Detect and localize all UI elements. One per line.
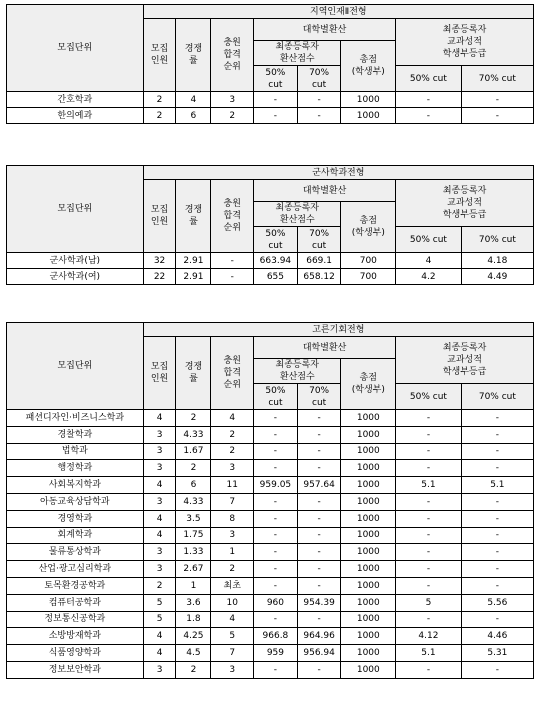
- header-unit: 모집단위: [7, 5, 144, 92]
- header-waitlist: 충원 합격 순위: [211, 180, 254, 253]
- grade50: -: [396, 410, 462, 427]
- cut50-score: -: [254, 611, 298, 628]
- header-quota: 모집 인원: [143, 180, 176, 253]
- grade70: -: [461, 92, 533, 108]
- cut50-score: -: [254, 661, 298, 678]
- grade50: 4.12: [396, 628, 462, 645]
- header-final-converted: 최종등록자 환산점수: [254, 41, 341, 66]
- competition-rate: 3.5: [176, 510, 211, 527]
- grade70: -: [461, 460, 533, 477]
- admission-table-3: [6, 322, 534, 679]
- unit-name: 식품영양학과: [7, 645, 144, 662]
- grade70: 5.56: [461, 594, 533, 611]
- cut50-score: -: [254, 108, 298, 124]
- cut70-score: -: [297, 108, 341, 124]
- cut50-score: 663.94: [254, 253, 298, 269]
- quota: 3: [143, 426, 176, 443]
- cut50-score: -: [254, 577, 298, 594]
- header-grade70: 70% cut: [461, 66, 533, 92]
- header-competition: 경쟁 률: [176, 180, 211, 253]
- header-row: [7, 166, 534, 180]
- table-row: [7, 661, 534, 678]
- total-score: 700: [341, 253, 396, 269]
- grade70: -: [461, 661, 533, 678]
- quota: 3: [143, 561, 176, 578]
- header-total: 총점 (학생부): [341, 41, 396, 92]
- table-row: [7, 493, 534, 510]
- quota: 3: [143, 443, 176, 460]
- header-univ-converted: 대학별환산: [254, 337, 396, 359]
- header-grade50: 50% cut: [396, 66, 462, 92]
- unit-name: 정보보안학과: [7, 661, 144, 678]
- cut50-score: -: [254, 544, 298, 561]
- quota: 4: [143, 645, 176, 662]
- table-title: 지역인재Ⅱ전형: [143, 5, 533, 19]
- grade70: -: [461, 611, 533, 628]
- quota: 4: [143, 527, 176, 544]
- quota: 2: [143, 108, 176, 124]
- header-row: [7, 323, 534, 337]
- cut70-score: -: [297, 443, 341, 460]
- grade70: -: [461, 510, 533, 527]
- grade50: -: [396, 460, 462, 477]
- waitlist-rank: 5: [211, 628, 254, 645]
- quota: 22: [143, 269, 176, 285]
- cut50-score: -: [254, 410, 298, 427]
- competition-rate: 2.67: [176, 561, 211, 578]
- cut70-score: -: [297, 92, 341, 108]
- grade50: -: [396, 527, 462, 544]
- total-score: 1000: [341, 645, 396, 662]
- cut70-score: -: [297, 544, 341, 561]
- quota: 4: [143, 628, 176, 645]
- grade70: -: [461, 577, 533, 594]
- table-row: [7, 269, 534, 285]
- cut50-score: 959: [254, 645, 298, 662]
- quota: 3: [143, 661, 176, 678]
- cut50-score: -: [254, 443, 298, 460]
- waitlist-rank: 2: [211, 108, 254, 124]
- grade50: -: [396, 544, 462, 561]
- quota: 5: [143, 611, 176, 628]
- total-score: 1000: [341, 426, 396, 443]
- quota: 3: [143, 460, 176, 477]
- cut70-score: -: [297, 460, 341, 477]
- grade70: -: [461, 493, 533, 510]
- unit-name: 사회복지학과: [7, 477, 144, 494]
- cut50-score: -: [254, 527, 298, 544]
- cut70-score: -: [297, 611, 341, 628]
- cut50-score: 966.8: [254, 628, 298, 645]
- table-row: [7, 645, 534, 662]
- table-row: [7, 92, 534, 108]
- competition-rate: 1.33: [176, 544, 211, 561]
- header-final-grade: 최종등록자 교과성적 학생부등급: [396, 180, 534, 227]
- header-final-grade: 최종등록자 교과성적 학생부등급: [396, 337, 534, 384]
- grade70: -: [461, 544, 533, 561]
- table-row: [7, 253, 534, 269]
- grade50: 5: [396, 594, 462, 611]
- quota: 4: [143, 410, 176, 427]
- total-score: 1000: [341, 510, 396, 527]
- waitlist-rank: 3: [211, 661, 254, 678]
- table-row: [7, 577, 534, 594]
- quota: 3: [143, 544, 176, 561]
- competition-rate: 2: [176, 661, 211, 678]
- competition-rate: 2.91: [176, 253, 211, 269]
- cut50-score: 960: [254, 594, 298, 611]
- table-row: [7, 628, 534, 645]
- competition-rate: 1.67: [176, 443, 211, 460]
- unit-name: 군사학과(남): [7, 253, 144, 269]
- unit-name: 토목환경공학과: [7, 577, 144, 594]
- quota: 4: [143, 510, 176, 527]
- header-unit: 모집단위: [7, 323, 144, 410]
- waitlist-rank: 3: [211, 527, 254, 544]
- total-score: 1000: [341, 527, 396, 544]
- grade50: -: [396, 443, 462, 460]
- total-score: 1000: [341, 477, 396, 494]
- quota: 5: [143, 594, 176, 611]
- unit-name: 행정학과: [7, 460, 144, 477]
- header-univ-converted: 대학별환산: [254, 19, 396, 41]
- header-unit: 모집단위: [7, 166, 144, 253]
- grade50: -: [396, 611, 462, 628]
- unit-name: 경영학과: [7, 510, 144, 527]
- grade70: -: [461, 443, 533, 460]
- header-row: [7, 5, 534, 19]
- cut70-score: 957.64: [297, 477, 341, 494]
- table-title: 고른기회전형: [143, 323, 533, 337]
- total-score: 1000: [341, 493, 396, 510]
- unit-name: 아동교육상담학과: [7, 493, 144, 510]
- competition-rate: 6: [176, 108, 211, 124]
- competition-rate: 1: [176, 577, 211, 594]
- unit-name: 컴퓨터공학과: [7, 594, 144, 611]
- cut70-score: 954.39: [297, 594, 341, 611]
- cut70-score: -: [297, 426, 341, 443]
- total-score: 1000: [341, 594, 396, 611]
- total-score: 1000: [341, 92, 396, 108]
- table-row: [7, 460, 534, 477]
- competition-rate: 4.25: [176, 628, 211, 645]
- quota: 32: [143, 253, 176, 269]
- total-score: 1000: [341, 561, 396, 578]
- table-row: [7, 477, 534, 494]
- header-cut50: 50% cut: [254, 227, 298, 253]
- competition-rate: 4.33: [176, 493, 211, 510]
- header-cut70: 70% cut: [297, 66, 341, 92]
- header-grade50: 50% cut: [396, 384, 462, 410]
- cut70-score: 956.94: [297, 645, 341, 662]
- waitlist-rank: 최초: [211, 577, 254, 594]
- header-univ-converted: 대학별환산: [254, 180, 396, 202]
- grade70: -: [461, 561, 533, 578]
- unit-name: 법학과: [7, 443, 144, 460]
- header-waitlist: 충원 합격 순위: [211, 337, 254, 410]
- waitlist-rank: 2: [211, 426, 254, 443]
- waitlist-rank: 3: [211, 460, 254, 477]
- cut70-score: -: [297, 527, 341, 544]
- unit-name: 회계학과: [7, 527, 144, 544]
- total-score: 1000: [341, 577, 396, 594]
- quota: 2: [143, 577, 176, 594]
- header-grade70: 70% cut: [461, 384, 533, 410]
- header-total: 총점 (학생부): [341, 359, 396, 410]
- grade50: -: [396, 92, 462, 108]
- header-final-converted: 최종등록자 환산점수: [254, 202, 341, 227]
- cut70-score: -: [297, 577, 341, 594]
- cut70-score: 669.1: [297, 253, 341, 269]
- grade70: -: [461, 527, 533, 544]
- grade50: -: [396, 493, 462, 510]
- grade50: -: [396, 561, 462, 578]
- competition-rate: 1.8: [176, 611, 211, 628]
- grade50: -: [396, 108, 462, 124]
- cut50-score: -: [254, 493, 298, 510]
- total-score: 1000: [341, 661, 396, 678]
- grade70: 5.31: [461, 645, 533, 662]
- waitlist-rank: 2: [211, 443, 254, 460]
- unit-name: 소방방재학과: [7, 628, 144, 645]
- waitlist-rank: 2: [211, 561, 254, 578]
- admission-table-2: [6, 165, 534, 285]
- waitlist-rank: 4: [211, 611, 254, 628]
- competition-rate: 1.75: [176, 527, 211, 544]
- header-cut50: 50% cut: [254, 66, 298, 92]
- quota: 3: [143, 493, 176, 510]
- header-competition: 경쟁 률: [176, 19, 211, 92]
- unit-name: 정보통신공학과: [7, 611, 144, 628]
- table-row: [7, 527, 534, 544]
- table-row: [7, 611, 534, 628]
- waitlist-rank: 7: [211, 645, 254, 662]
- cut70-score: -: [297, 661, 341, 678]
- waitlist-rank: 1: [211, 544, 254, 561]
- waitlist-rank: 8: [211, 510, 254, 527]
- grade70: -: [461, 426, 533, 443]
- quota: 4: [143, 477, 176, 494]
- competition-rate: 4.33: [176, 426, 211, 443]
- grade70: 4.18: [461, 253, 533, 269]
- competition-rate: 4: [176, 92, 211, 108]
- waitlist-rank: -: [211, 269, 254, 285]
- header-final-converted: 최종등록자 환산점수: [254, 359, 341, 384]
- grade50: 4: [396, 253, 462, 269]
- grade70: 5.1: [461, 477, 533, 494]
- grade50: -: [396, 661, 462, 678]
- cut50-score: 655: [254, 269, 298, 285]
- waitlist-rank: 7: [211, 493, 254, 510]
- grade50: -: [396, 577, 462, 594]
- cut70-score: -: [297, 561, 341, 578]
- grade70: 4.46: [461, 628, 533, 645]
- cut70-score: -: [297, 493, 341, 510]
- competition-rate: 2: [176, 410, 211, 427]
- grade70: -: [461, 108, 533, 124]
- cut70-score: 964.96: [297, 628, 341, 645]
- header-cut50: 50% cut: [254, 384, 298, 410]
- header-competition: 경쟁 률: [176, 337, 211, 410]
- total-score: 1000: [341, 443, 396, 460]
- grade50: 4.2: [396, 269, 462, 285]
- total-score: 700: [341, 269, 396, 285]
- header-final-grade: 최종등록자 교과성적 학생부등급: [396, 19, 534, 66]
- unit-name: 한의예과: [7, 108, 144, 124]
- cut70-score: 658.12: [297, 269, 341, 285]
- competition-rate: 4.5: [176, 645, 211, 662]
- header-cut70: 70% cut: [297, 227, 341, 253]
- cut50-score: 959.05: [254, 477, 298, 494]
- unit-name: 간호학과: [7, 92, 144, 108]
- cut50-score: -: [254, 92, 298, 108]
- header-quota: 모집 인원: [143, 337, 176, 410]
- table-row: [7, 410, 534, 427]
- header-cut70: 70% cut: [297, 384, 341, 410]
- grade50: 5.1: [396, 645, 462, 662]
- cut70-score: -: [297, 510, 341, 527]
- waitlist-rank: 11: [211, 477, 254, 494]
- table-title: 군사학과전형: [143, 166, 533, 180]
- grade70: -: [461, 410, 533, 427]
- header-total: 총점 (학생부): [341, 202, 396, 253]
- unit-name: 산업·광고심리학과: [7, 561, 144, 578]
- competition-rate: 2.91: [176, 269, 211, 285]
- waitlist-rank: 10: [211, 594, 254, 611]
- grade50: -: [396, 510, 462, 527]
- waitlist-rank: 3: [211, 92, 254, 108]
- header-grade50: 50% cut: [396, 227, 462, 253]
- cut50-score: -: [254, 460, 298, 477]
- table-row: [7, 108, 534, 124]
- grade70: 4.49: [461, 269, 533, 285]
- total-score: 1000: [341, 628, 396, 645]
- waitlist-rank: -: [211, 253, 254, 269]
- admission-table-1: [6, 4, 534, 124]
- competition-rate: 3.6: [176, 594, 211, 611]
- total-score: 1000: [341, 544, 396, 561]
- table-row: [7, 561, 534, 578]
- competition-rate: 2: [176, 460, 211, 477]
- header-grade70: 70% cut: [461, 227, 533, 253]
- cut70-score: -: [297, 410, 341, 427]
- header-waitlist: 충원 합격 순위: [211, 19, 254, 92]
- total-score: 1000: [341, 410, 396, 427]
- header-quota: 모집 인원: [143, 19, 176, 92]
- unit-name: 군사학과(여): [7, 269, 144, 285]
- grade50: -: [396, 426, 462, 443]
- unit-name: 물류통상학과: [7, 544, 144, 561]
- waitlist-rank: 4: [211, 410, 254, 427]
- cut50-score: -: [254, 561, 298, 578]
- total-score: 1000: [341, 611, 396, 628]
- cut50-score: -: [254, 426, 298, 443]
- quota: 2: [143, 92, 176, 108]
- table-row: [7, 594, 534, 611]
- table-row: [7, 544, 534, 561]
- unit-name: 경찰학과: [7, 426, 144, 443]
- total-score: 1000: [341, 108, 396, 124]
- table-row: [7, 443, 534, 460]
- total-score: 1000: [341, 460, 396, 477]
- table-row: [7, 426, 534, 443]
- grade50: 5.1: [396, 477, 462, 494]
- unit-name: 패션디자인·비즈니스학과: [7, 410, 144, 427]
- table-row: [7, 510, 534, 527]
- competition-rate: 6: [176, 477, 211, 494]
- cut50-score: -: [254, 510, 298, 527]
